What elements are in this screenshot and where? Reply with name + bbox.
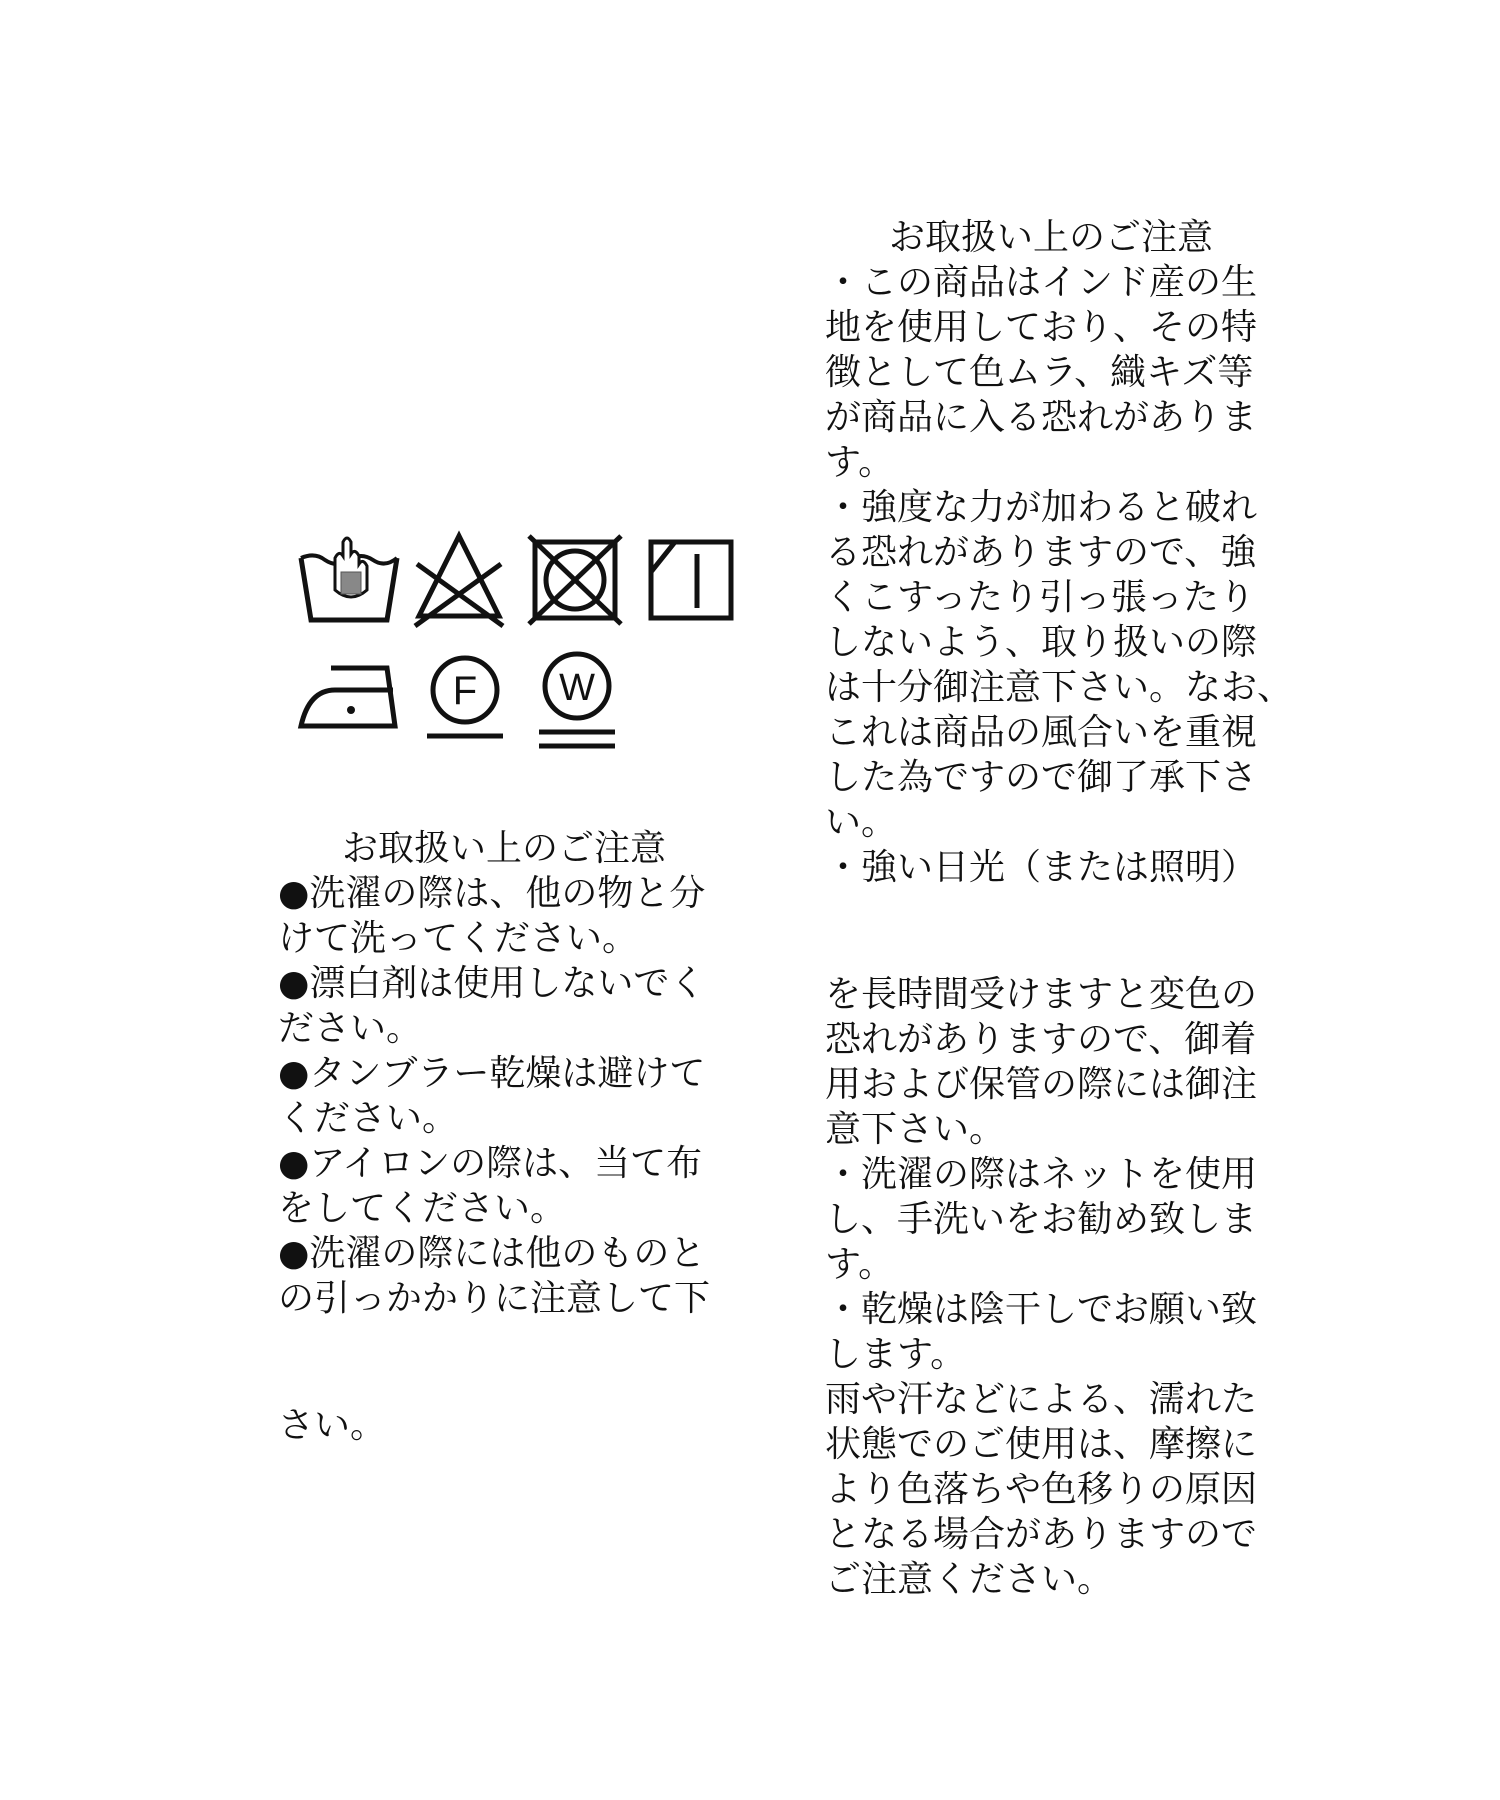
right-note-title: お取扱い上のご注意 (889, 217, 1214, 258)
right-note-line: す。 (825, 1244, 895, 1285)
left-note-line: ●洗濯の際は、他の物と分 (278, 873, 706, 914)
care-symbols (295, 528, 765, 768)
right-note-line: 徴として色ムラ、織キズ等 (825, 352, 1254, 393)
dry-clean-f-icon (415, 646, 515, 746)
right-note-line: い。 (825, 802, 898, 843)
left-note-line: ●漂白剤は使用しないでく (278, 963, 706, 1004)
right-note-line: ・この商品はインド産の生 (825, 262, 1258, 303)
left-note-line: ください。 (278, 1098, 459, 1139)
left-note-tail: さい。 (278, 1405, 387, 1446)
right-note-line: より色落ちや色移りの原因 (825, 1469, 1258, 1510)
right-note-line: ・洗濯の際はネットを使用 (825, 1154, 1258, 1195)
right-note-line: す。 (825, 442, 895, 483)
wet-clean-w-icon (527, 646, 627, 756)
hand-wash-icon (295, 528, 405, 628)
right-note-line: ・乾燥は陰干しでお願い致 (825, 1289, 1258, 1330)
left-note-title: お取扱い上のご注意 (342, 828, 667, 869)
right-note-line: となる場合がありますので (825, 1514, 1258, 1555)
shade-dry-icon (641, 528, 741, 628)
right-note-line: ・強い日光（または照明） (825, 847, 1258, 888)
right-note-line: は十分御注意下さい。なお、 (825, 667, 1294, 708)
left-note-line: ださい。 (278, 1008, 423, 1049)
right-note-line: これは商品の風合いを重視 (825, 712, 1258, 753)
right-note-line: しないよう、取り扱いの際 (825, 622, 1258, 663)
right-note-line: ・強度な力が加わると破れ (825, 487, 1258, 528)
right-note-line: 地を使用しており、その特 (825, 307, 1258, 348)
wet-clean-letter: W (559, 667, 595, 709)
left-care-note (278, 826, 710, 1448)
right-care-note (825, 215, 1293, 1602)
right-note-line: 状態でのご使用は、摩擦に (825, 1424, 1258, 1465)
no-tumble-dry-icon (525, 528, 625, 628)
left-note-line: けて洗ってください。 (278, 918, 639, 959)
right-note-line: 雨や汗などによる、濡れた (825, 1379, 1258, 1420)
no-bleach-icon (409, 528, 509, 628)
left-note-line: の引っかかりに注意して下 (278, 1278, 711, 1319)
right-note-line: る恐れがありますので、強 (825, 532, 1257, 573)
right-note-line: し、手洗いをお勧め致しま (825, 1199, 1258, 1240)
right-note-line: した為ですので御了承下さ (825, 757, 1258, 798)
right-note-line: 意下さい。 (825, 1109, 1006, 1150)
dry-clean-letter: F (452, 669, 478, 713)
left-note-line: をしてください。 (278, 1188, 567, 1229)
right-note-line: 恐れがありますので、御着 (825, 1019, 1257, 1060)
iron-low-icon (295, 654, 405, 734)
right-note-line: が商品に入る恐れがありま (825, 397, 1258, 438)
right-note-line: ご注意ください。 (825, 1559, 1114, 1600)
right-note-line: します。 (825, 1334, 967, 1375)
right-note-line: くこすったり引っ張ったり (825, 577, 1255, 618)
right-note-line: 用および保管の際には御注 (825, 1064, 1258, 1105)
left-note-line: ●洗濯の際には他のものと (278, 1233, 706, 1274)
right-note-line: を長時間受けますと変色の (825, 974, 1258, 1015)
left-note-line: ●タンブラー乾燥は避けて (278, 1053, 706, 1094)
left-note-line: ●アイロンの際は、当て布 (278, 1143, 703, 1184)
